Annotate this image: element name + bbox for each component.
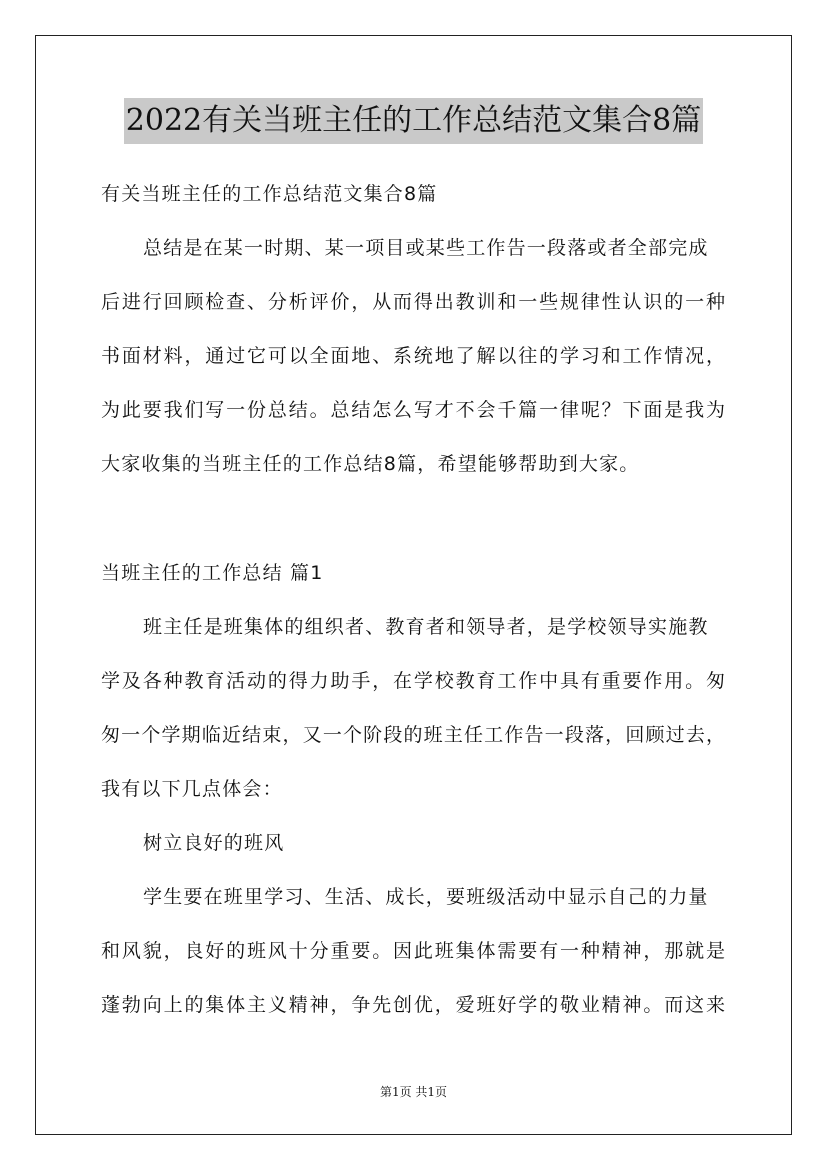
page-footer: 第1页 共1页	[379, 1085, 448, 1099]
intro-line-1: 总结是在某一时期、某一项目或某些工作告一段落或者全部完成	[143, 237, 709, 259]
section1-line-2: 学及各种教育活动的得力助手，在学校教育工作中具有重要作用。匆	[101, 670, 725, 692]
section1-para2-line-3: 蓬勃向上的集体主义精神，争先创优，爱班好学的敬业精神。而这来	[101, 994, 725, 1016]
section1-line-3: 匆一个学期临近结束，又一个阶段的班主任工作告一段落，回顾过去，	[101, 724, 725, 746]
document-subtitle: 有关当班主任的工作总结范文集合8篇	[101, 183, 438, 205]
document-title	[0, 98, 827, 144]
section1-para2-line-1: 学生要在班里学习、生活、成长，要班级活动中显示自己的力量	[143, 886, 709, 908]
subheading: 树立良好的班风	[143, 832, 285, 854]
section1-line-4: 我有以下几点体会：	[101, 778, 283, 800]
section1-para2-line-2: 和风貌，良好的班风十分重要。因此班集体需要有一种精神，那就是	[101, 940, 725, 962]
section1-line-1: 班主任是班集体的组织者、教育者和领导者，是学校领导实施教	[143, 616, 709, 638]
intro-line-2: 后进行回顾检查、分析评价，从而得出教训和一些规律性认识的一种	[101, 291, 725, 313]
intro-line-3: 书面材料，通过它可以全面地、系统地了解以往的学习和工作情况，	[101, 345, 725, 367]
intro-line-4: 为此要我们写一份总结。总结怎么写才不会千篇一律呢？下面是我为	[101, 399, 725, 421]
intro-line-5: 大家收集的当班主任的工作总结8篇，希望能够帮助到大家。	[101, 453, 640, 475]
document-title-text: 2022有关当班主任的工作总结范文集合8篇	[124, 98, 703, 144]
section1-heading: 当班主任的工作总结 篇1	[101, 562, 324, 584]
